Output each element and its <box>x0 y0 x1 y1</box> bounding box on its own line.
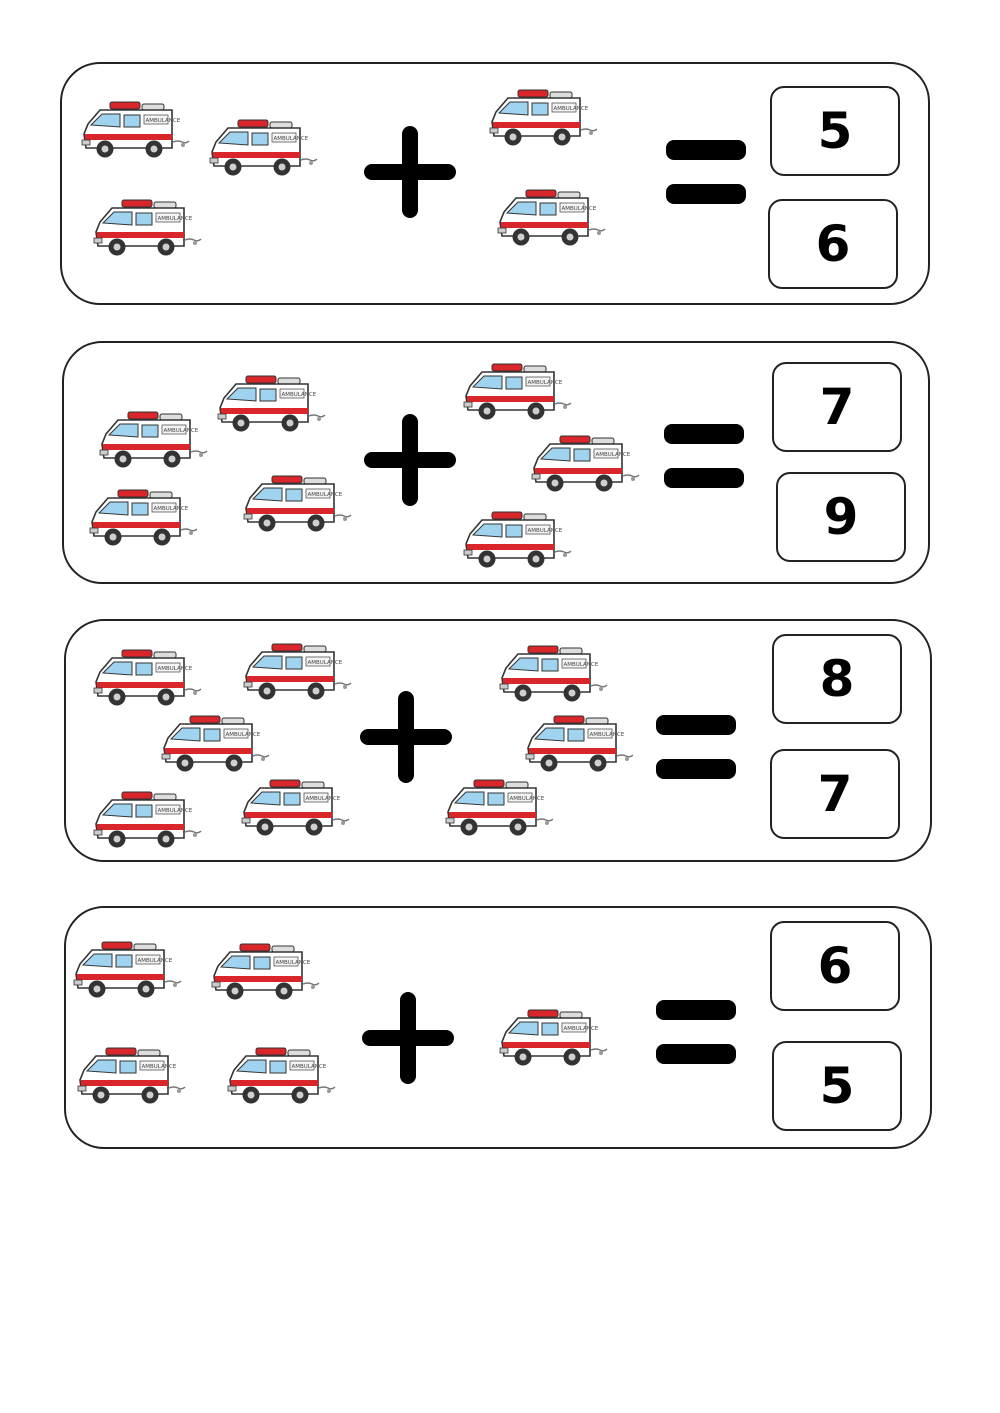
svg-text:AMBULANCE: AMBULANCE <box>589 732 625 738</box>
equals-top-bar <box>664 424 744 444</box>
equals-top-bar <box>656 1000 736 1020</box>
svg-text:AMBULANCE: AMBULANCE <box>563 1026 599 1032</box>
ambulance-icon <box>530 432 640 496</box>
ambulance-icon <box>80 98 190 162</box>
answer-option[interactable]: 5 <box>772 1041 902 1131</box>
ambulance-icon <box>498 1006 608 1070</box>
ambulance-icon <box>72 938 182 1002</box>
answer-option[interactable]: 7 <box>770 749 900 839</box>
plus-icon <box>364 126 456 218</box>
svg-text:AMBULANCE: AMBULANCE <box>595 452 631 458</box>
svg-text:AMBULANCE: AMBULANCE <box>145 118 181 124</box>
equals-top-bar <box>656 715 736 735</box>
answer-option[interactable]: 6 <box>768 199 898 289</box>
plus-icon <box>360 691 452 783</box>
ambulance-icon <box>462 508 572 572</box>
equals-icon <box>664 424 744 488</box>
answer-option[interactable]: 9 <box>776 472 906 562</box>
equals-bottom-bar <box>666 184 746 204</box>
ambulance-icon <box>98 408 208 472</box>
ambulance-icon <box>216 372 326 436</box>
ambulance-icon <box>444 776 554 840</box>
equals-bottom-bar <box>656 1044 736 1064</box>
equals-icon <box>656 715 736 779</box>
ambulance-icon <box>462 360 572 424</box>
plus-horizontal-bar <box>364 452 456 468</box>
svg-text:AMBULANCE: AMBULANCE <box>291 1064 327 1070</box>
ambulance-icon <box>242 472 352 536</box>
equals-top-bar <box>666 140 746 160</box>
svg-text:AMBULANCE: AMBULANCE <box>275 960 311 966</box>
plus-icon <box>362 992 454 1084</box>
equals-icon <box>666 140 746 204</box>
svg-text:AMBULANCE: AMBULANCE <box>137 958 173 964</box>
ambulance-icon <box>160 712 270 776</box>
ambulance-icon <box>88 486 198 550</box>
ambulance-icon <box>208 116 318 180</box>
svg-text:AMBULANCE: AMBULANCE <box>273 136 309 142</box>
svg-text:AMBULANCE: AMBULANCE <box>307 660 343 666</box>
plus-horizontal-bar <box>360 729 452 745</box>
ambulance-icon <box>226 1044 336 1108</box>
svg-text:AMBULANCE: AMBULANCE <box>563 662 599 668</box>
ambulance-icon <box>488 86 598 150</box>
ambulance-icon <box>498 642 608 706</box>
svg-text:AMBULANCE: AMBULANCE <box>561 206 597 212</box>
ambulance-icon <box>242 640 352 704</box>
ambulance-icon <box>92 196 202 260</box>
svg-text:AMBULANCE: AMBULANCE <box>163 428 199 434</box>
svg-text:AMBULANCE: AMBULANCE <box>157 216 193 222</box>
plus-horizontal-bar <box>362 1030 454 1046</box>
svg-text:AMBULANCE: AMBULANCE <box>225 732 261 738</box>
ambulance-icon <box>92 646 202 710</box>
svg-text:AMBULANCE: AMBULANCE <box>307 492 343 498</box>
equals-bottom-bar <box>664 468 744 488</box>
svg-text:AMBULANCE: AMBULANCE <box>153 506 189 512</box>
equals-bottom-bar <box>656 759 736 779</box>
svg-text:AMBULANCE: AMBULANCE <box>527 528 563 534</box>
ambulance-icon <box>210 940 320 1004</box>
ambulance-icon <box>496 186 606 250</box>
svg-text:AMBULANCE: AMBULANCE <box>141 1064 177 1070</box>
answer-option[interactable]: 8 <box>772 634 902 724</box>
answer-option[interactable]: 7 <box>772 362 902 452</box>
svg-text:AMBULANCE: AMBULANCE <box>157 666 193 672</box>
ambulance-icon <box>240 776 350 840</box>
plus-icon <box>364 414 456 506</box>
ambulance-icon <box>92 788 202 852</box>
plus-horizontal-bar <box>364 164 456 180</box>
svg-text:AMBULANCE: AMBULANCE <box>553 106 589 112</box>
svg-text:AMBULANCE: AMBULANCE <box>527 380 563 386</box>
svg-text:AMBULANCE: AMBULANCE <box>509 796 545 802</box>
ambulance-icon <box>524 712 634 776</box>
ambulance-icon <box>76 1044 186 1108</box>
svg-text:AMBULANCE: AMBULANCE <box>305 796 341 802</box>
svg-text:AMBULANCE: AMBULANCE <box>157 808 193 814</box>
answer-option[interactable]: 5 <box>770 86 900 176</box>
equals-icon <box>656 1000 736 1064</box>
answer-option[interactable]: 6 <box>770 921 900 1011</box>
svg-text:AMBULANCE: AMBULANCE <box>281 392 317 398</box>
